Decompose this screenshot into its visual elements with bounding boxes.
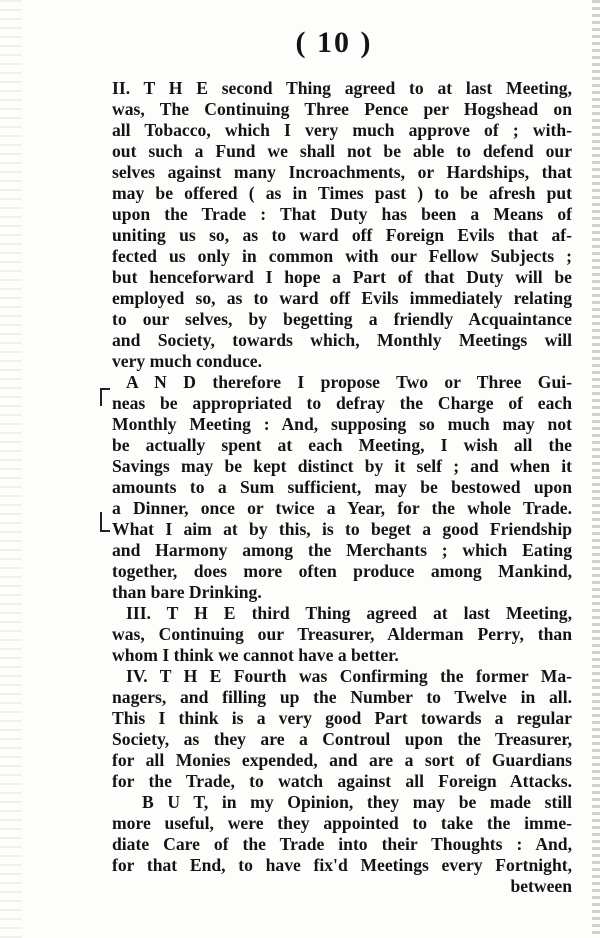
text-line: fected us only in common with our Fellow Subjects ;: [112, 246, 572, 266]
text-line: very much conduce.: [112, 351, 263, 371]
text-line: III. T H E third Thing agreed at last Meeting,: [126, 603, 572, 623]
text-line: may be offered ( as in Times past ) to be afresh put: [112, 183, 572, 203]
text-line: out such a Fund we shall not be able to defend our: [112, 141, 572, 161]
scan-border-right: [592, 0, 600, 938]
text-line: for that End, to have fix'd Meetings every Fortnight,: [112, 855, 572, 875]
catchword: between: [510, 876, 572, 896]
text-line: for the Trade, to watch against all Foreign Attacks.: [112, 771, 572, 791]
margin-bracket-top: [100, 388, 110, 406]
text-line: This I think is a very good Part towards a regular: [112, 708, 572, 728]
body-text: [112, 78, 572, 897]
text-line: but henceforward I hope a Part of that Duty will be: [112, 267, 572, 287]
text-line: for all Monies expended, and are a sort of Guardians: [112, 750, 572, 770]
text-line: Society, as they are a Controul upon the Treasurer,: [112, 729, 572, 749]
text-line: B U T, in my Opinion, they may be made still: [142, 792, 572, 812]
text-line: nagers, and filling up the Number to Twelve in all.: [112, 687, 572, 707]
text-line: uniting us so, as to ward off Foreign Evils that af-: [112, 225, 572, 245]
text-line: diate Care of the Trade into their Thoughts : And,: [112, 834, 572, 854]
text-line: IV. T H E Fourth was Confirming the former Ma-: [126, 666, 572, 686]
text-line: neas be appropriated to defray the Charge of each: [112, 393, 572, 413]
text-line: together, does more often produce among Mankind,: [112, 561, 572, 581]
text-line: whom I think we cannot have a better.: [112, 645, 399, 665]
text-line: more useful, were they appointed to take the imme-: [112, 813, 572, 833]
page-number: ( 10 ): [295, 26, 373, 59]
text-line: than bare Drinking.: [112, 582, 262, 602]
text-line: be actually spent at each Meeting, I wish all the: [112, 435, 572, 455]
text-line: employed so, as to ward off Evils immediately relating: [112, 288, 572, 308]
text-line: amounts to a Sum sufficient, may be bestowed upon: [112, 477, 572, 497]
text-line: was, Continuing our Treasurer, Alderman Perry, than: [112, 624, 572, 644]
text-line: Savings may be kept distinct by it self ; and when it: [112, 456, 572, 476]
text-line: Monthly Meeting : And, supposing so much may not: [112, 414, 572, 434]
text-line: What I aim at by this, is to beget a good Friendship: [112, 519, 572, 539]
text-line: A N D therefore I propose Two or Three Gui-: [126, 372, 572, 392]
text-line: upon the Trade : That Duty has been a Means of: [112, 204, 572, 224]
margin-bracket-bottom: [100, 512, 110, 532]
text-line: and Society, towards which, Monthly Meetings will: [112, 330, 572, 350]
text-line: all Tobacco, which I very much approve of ; with-: [112, 120, 572, 140]
text-line: a Dinner, once or twice a Year, for the whole Trade.: [112, 498, 572, 518]
text-line: and Harmony among the Merchants ; which Eating: [112, 540, 572, 560]
text-line: selves against many Incroachments, or Hardships, that: [112, 162, 572, 182]
text-line: to our selves, by begetting a friendly Acquaintance: [112, 309, 572, 329]
scan-border-left: [0, 0, 22, 938]
text-line: II. T H E second Thing agreed to at last Meeting,: [112, 78, 572, 98]
text-line: was, The Continuing Three Pence per Hogshead on: [112, 99, 572, 119]
